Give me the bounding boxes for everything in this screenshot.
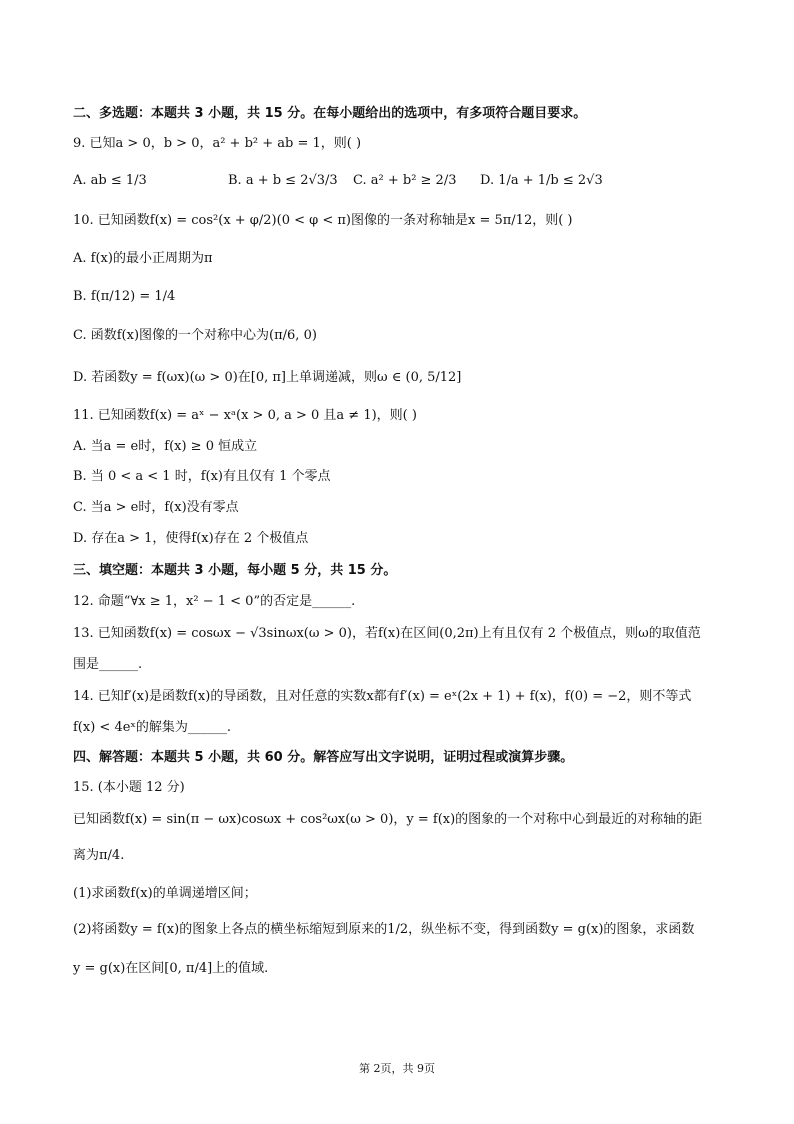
- section-3-heading: 三、填空题：本题共 3 小题，每小题 5 分，共 15 分。: [73, 563, 397, 578]
- q15-part-1: (1)求函数f(x)的单调递增区间；: [73, 886, 257, 901]
- page-footer: 第 2页，共 9页: [359, 1062, 435, 1075]
- q14-line-2: f(x) < 4eˣ的解集为______.: [73, 720, 232, 735]
- q10-option-a: A. f(x)的最小正周期为π: [73, 251, 213, 266]
- q11-option-d: D. 存在a > 1，使得f(x)存在 2 个极值点: [73, 531, 309, 546]
- q15-line-1: 已知函数f(x) = sin(π − ωx)cosωx + cos²ωx(ω > 0)，y = f(x)的图象的一个对称中心到最近的对称轴的距: [73, 812, 703, 827]
- q10-option-c: C. 函数f(x)图像的一个对称中心为(π/6, 0): [73, 328, 317, 343]
- q10-option-b: B. f(π/12) = 1/4: [73, 289, 176, 304]
- q9-option-b: B. a + b ≤ 2√3/3: [228, 173, 338, 188]
- q9-stem: 9. 已知a > 0，b > 0，a² + b² + ab = 1，则( ): [73, 136, 362, 151]
- section-2-heading: 二、多选题：本题共 3 小题，共 15 分。在每小题给出的选项中，有多项符合题目要求。: [73, 106, 587, 121]
- q9-option-c: C. a² + b² ≥ 2/3: [353, 173, 457, 188]
- q14-line-1: 14. 已知f′(x)是函数f(x)的导函数，且对任意的实数x都有f′(x) = eˣ(2x + 1) + f(x)，f(0) = −2，则不等式: [73, 689, 692, 704]
- section-4-heading: 四、解答题：本题共 5 小题，共 60 分。解答应写出文字说明，证明过程或演算步骤。: [73, 750, 574, 765]
- q10-stem: 10. 已知函数f(x) = cos²(x + φ/2)(0 < φ < π)图像的一条对称轴是x = 5π/12，则( ): [73, 213, 573, 228]
- q15-part-2-line-1: (2)将函数y = f(x)的图象上各点的横坐标缩短到原来的1/2，纵坐标不变，得到函数y = g(x)的图象，求函数: [73, 922, 695, 937]
- q9-option-d: D. 1/a + 1/b ≤ 2√3: [480, 173, 603, 188]
- q12: 12. 命题“∀x ≥ 1，x² − 1 < 0”的否定是______.: [73, 594, 356, 609]
- q11-option-b: B. 当 0 < a < 1 时，f(x)有且仅有 1 个零点: [73, 469, 331, 484]
- q11-option-a: A. 当a = e时，f(x) ≥ 0 恒成立: [73, 439, 258, 454]
- q10-option-d: D. 若函数y = f(ωx)(ω > 0)在[0, π]上单调递减，则ω ∈ (0, 5/12]: [73, 370, 462, 385]
- q15-part-2-line-2: y = g(x)在区间[0, π/4]上的值域.: [73, 961, 269, 976]
- q13-line-1: 13. 已知函数f(x) = cosωx − √3sinωx(ω > 0)，若f(x)在区间(0,2π)上有且仅有 2 个极值点，则ω的取值范: [73, 626, 701, 641]
- q9-option-a: A. ab ≤ 1/3: [73, 173, 147, 188]
- q11-stem: 11. 已知函数f(x) = aˣ − xᵃ(x > 0, a > 0 且a ≠ 1)，则( ): [73, 408, 417, 423]
- q15-title: 15. (本小题 12 分): [73, 780, 185, 795]
- q15-line-2: 离为π/4.: [73, 848, 125, 863]
- q13-line-2: 围是______.: [73, 657, 143, 672]
- q11-option-c: C. 当a > e时，f(x)没有零点: [73, 500, 239, 515]
